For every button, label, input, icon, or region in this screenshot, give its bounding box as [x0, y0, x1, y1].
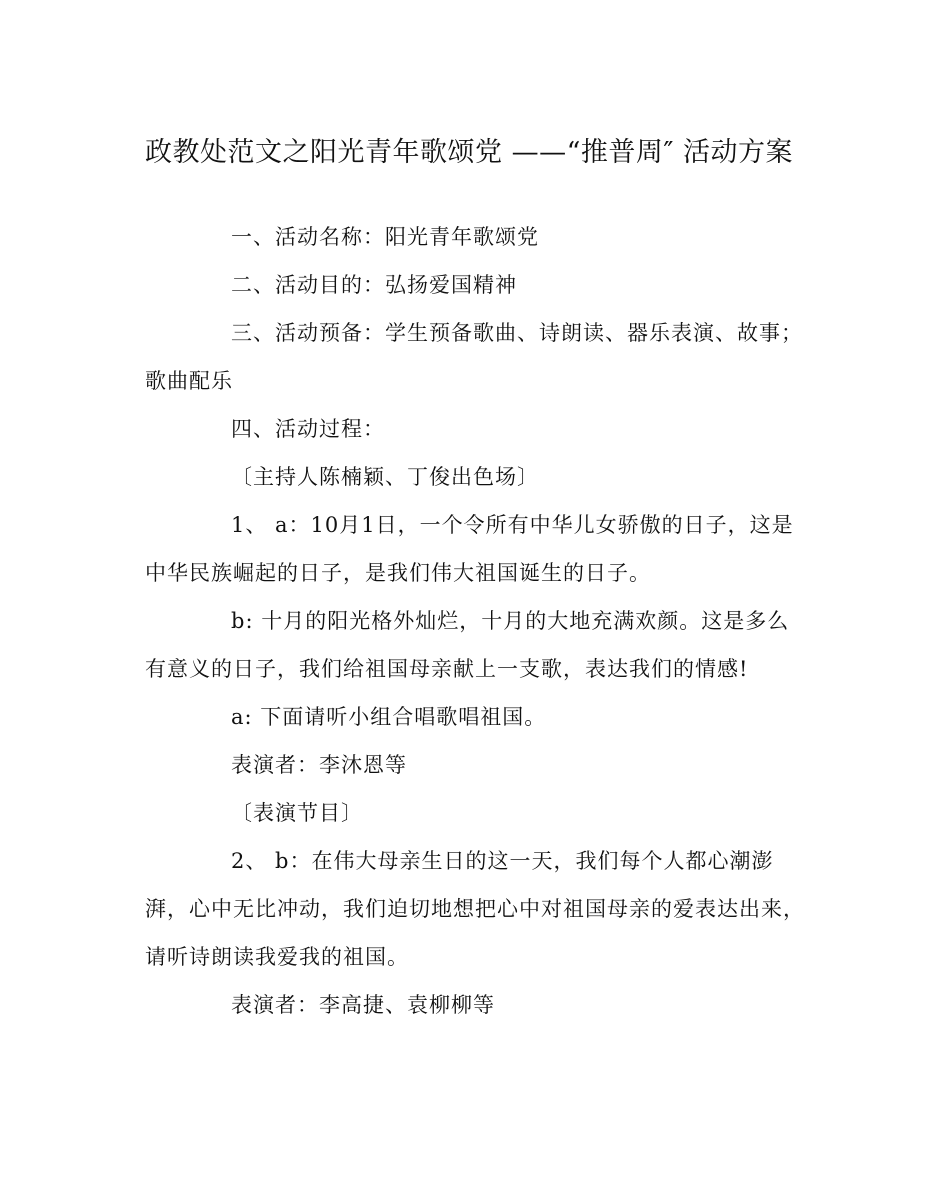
- performer-line: 表演者：李高捷、袁柳柳等: [231, 993, 495, 1017]
- document-title: 政教处范文之阳光青年歌颂党 ——“推普周″ 活动方案: [145, 137, 794, 168]
- dialogue-paragraph: 2、 b：在伟大母亲生日的这一天，我们每个人都心潮澎湃，心中无比冲动，我们迫切地想把心中对祖国母亲的爱表达出来，请听诗朗读我爱我的祖国。: [145, 849, 805, 969]
- dialogue-paragraph: b: 十月的阳光格外灿烂，十月的大地充满欢颜。这是多么有意义的日子，我们给祖国母亲献上一支歌，表达我们的情感!: [145, 609, 790, 681]
- activity-preparation-line: 三、活动预备：学生预备歌曲、诗朗读、器乐表演、故事；歌曲配乐: [145, 321, 803, 393]
- activity-name-line: 一、活动名称：阳光青年歌颂党: [231, 225, 539, 249]
- performer-line: 表演者：李沐恩等: [231, 753, 407, 777]
- activity-process-heading: 四、活动过程：: [231, 417, 385, 441]
- dialogue-paragraph: 1、 a：10月1日，一个令所有中华儿女骄傲的日子，这是中华民族崛起的日子，是我们伟大祖国诞生的日子。: [145, 513, 794, 585]
- program-note: 〔表演节目〕: [231, 801, 363, 825]
- host-note: 〔主持人陈楠颖、丁俊出色场〕: [231, 465, 539, 489]
- dialogue-paragraph: a: 下面请听小组合唱歌唱祖国。: [231, 705, 547, 729]
- activity-purpose-line: 二、活动目的：弘扬爱国精神: [231, 273, 517, 297]
- document-body: [145, 213, 810, 1029]
